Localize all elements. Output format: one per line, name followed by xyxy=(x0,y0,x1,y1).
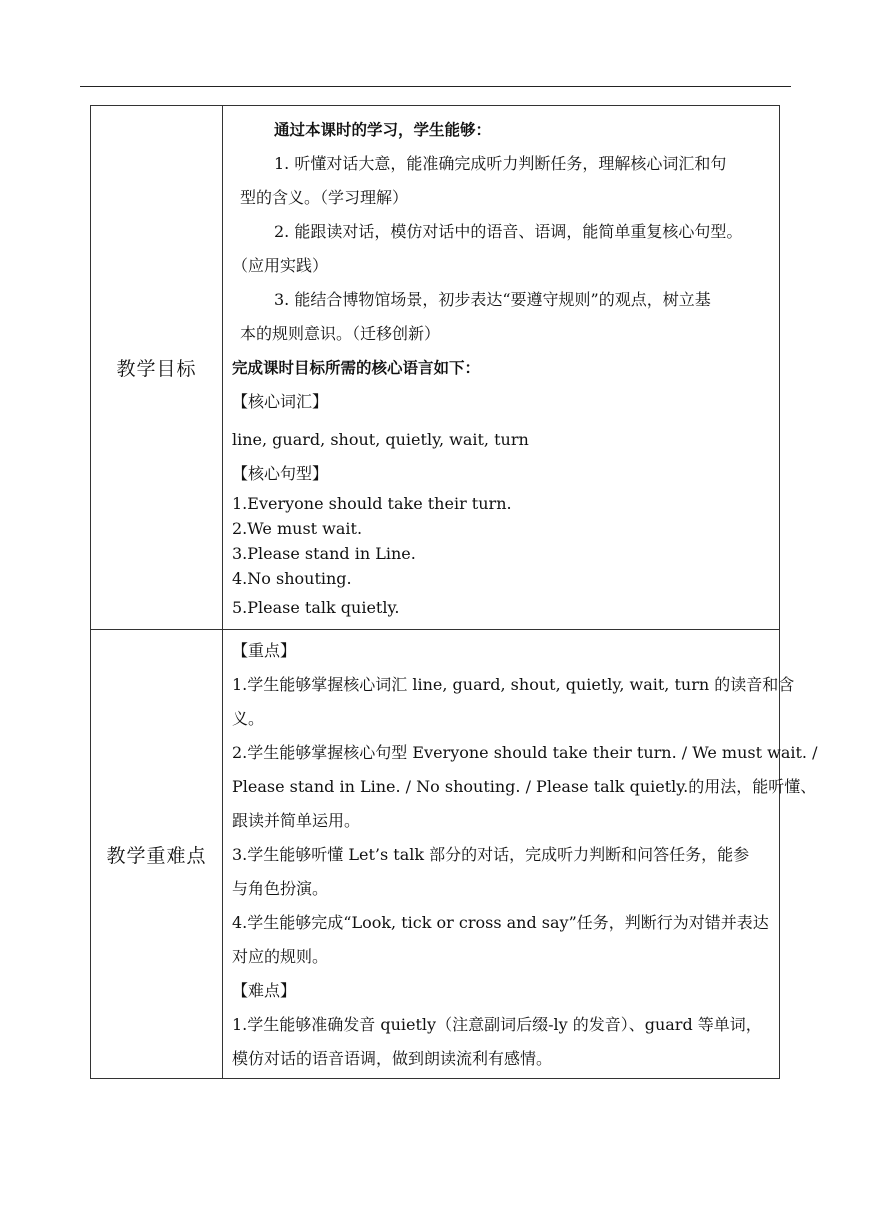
lesson-plan-table xyxy=(90,105,818,1079)
sentence-item: 5.Please talk quietly. xyxy=(232,598,400,617)
sentence-item: 3.Please stand in Line. xyxy=(232,544,416,563)
key-points-label: 教学重难点 xyxy=(106,844,207,867)
goal-2-line1: 2. 能跟读对话，模仿对话中的语音、语调，能简单重复核心句型。 xyxy=(274,222,743,241)
header-rule xyxy=(80,86,791,87)
key-points-row xyxy=(91,630,780,1079)
goal-1-line2: 型的含义。（学习理解） xyxy=(240,188,409,207)
key-point-line: 与角色扮演。 xyxy=(232,879,329,898)
objectives-label: 教学目标 xyxy=(116,358,197,380)
key-points-content-cell xyxy=(223,630,818,1079)
key-points-label-cell xyxy=(91,630,223,1079)
goal-3-line2: 本的规则意识。（迁移创新） xyxy=(240,324,441,343)
difficult-point-line: 模仿对话的语音语调，做到朗读流利有感情。 xyxy=(232,1049,553,1068)
sentence-item: 4.No shouting. xyxy=(232,569,352,588)
sentence-heading: 【核心句型】 xyxy=(232,464,329,483)
difficult-heading: 【难点】 xyxy=(232,981,297,1000)
key-point-line: 1.学生能够掌握核心词汇 line, guard, shout, quietly, wait, turn 的读音和含 xyxy=(232,675,795,694)
key-point-line: 4.学生能够完成“Look, tick or cross and say”任务，判断行为对错并表达 xyxy=(232,913,769,932)
goal-1-line1: 1. 听懂对话大意，能准确完成听力判断任务，理解核心词汇和句 xyxy=(274,154,727,173)
vocab-list: line, guard, shout, quietly, wait, turn xyxy=(232,430,529,449)
key-point-line: 2.学生能够掌握核心句型 Everyone should take their turn. / We must wait. / xyxy=(232,743,818,762)
objectives-row xyxy=(91,106,780,630)
key-point-line: Please stand in Line. / No shouting. / Please talk quietly.的用法，能听懂、 xyxy=(232,777,817,796)
goal-2-line2: （应用实践） xyxy=(232,256,329,275)
difficult-point-line: 1.学生能够准确发音 quietly（注意副词后缀-ly 的发音）、guard 等单词， xyxy=(232,1015,762,1034)
key-point-line: 对应的规则。 xyxy=(232,947,329,966)
key-point-line: 跟读并简单运用。 xyxy=(232,811,361,830)
key-point-line: 义。 xyxy=(232,709,265,728)
core-language-intro: 完成课时目标所需的核心语言如下： xyxy=(232,359,481,377)
objectives-label-cell xyxy=(91,106,223,630)
sentence-item: 2.We must wait. xyxy=(232,519,363,538)
goal-3-line1: 3. 能结合博物馆场景，初步表达“要遵守规则”的观点，树立基 xyxy=(274,290,711,309)
key-heading: 【重点】 xyxy=(232,641,297,660)
objectives-content-cell xyxy=(223,106,780,630)
sentence-item: 1.Everyone should take their turn. xyxy=(232,494,512,513)
key-point-line: 3.学生能够听懂 Let’s talk 部分的对话，完成听力判断和问答任务，能参 xyxy=(232,845,750,864)
vocab-heading: 【核心词汇】 xyxy=(232,392,329,411)
objectives-intro: 通过本课时的学习，学生能够： xyxy=(274,121,492,139)
